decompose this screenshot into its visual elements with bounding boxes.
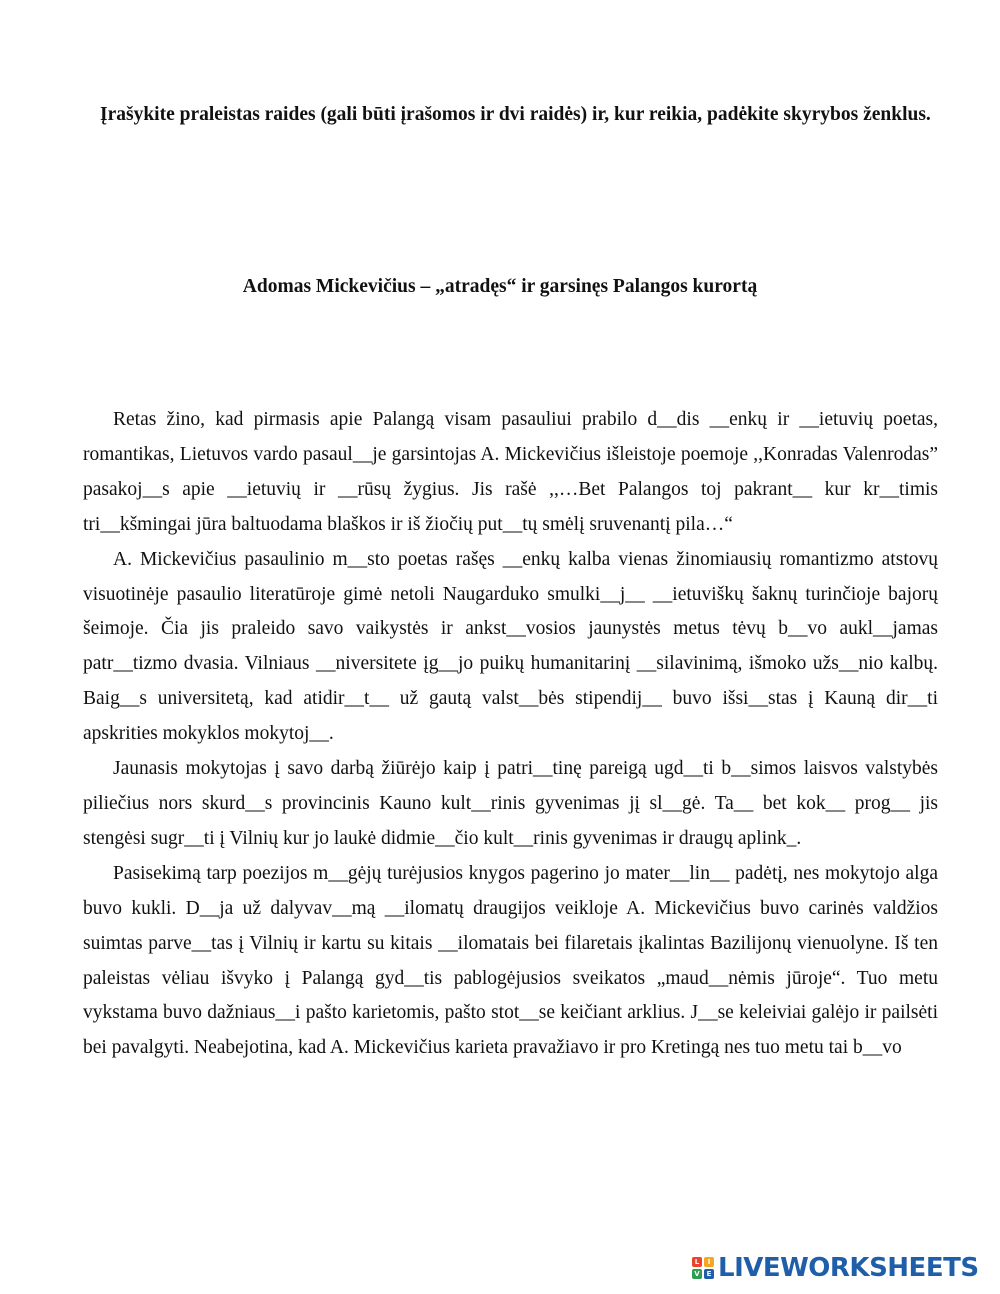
instruction-text: Įrašykite praleistas raides (gali būti įrašomos ir dvi raidės) ir, kur reikia, padėkite skyrybos ženklus. (100, 104, 931, 125)
paragraph-4: Pasisekimą tarp poezijos m__gėjų turėjusios knygos pagerino jo mater__lin__ padėtį, nes mokytojo alga buvo kukli. D__ja už dalyvav__mą __ilomatų draugijos veikloje A. Mickevičius buvo carinės valdžios suimtas parve__tas į Vilnių ir kartu su kitais __ilomatais bei filaretais įkalintas Bazilijonų vienuolyne. Iš ten paleistas vėliau išvyko į Palangą gyd__tis pablogėjusios sveikatos „maud__nėmis jūroje“. Tuo metu vykstama buvo dažniaus__i pašto karietomis, pašto stot__se keičiant arklius. J__se keleiviai galėjo ir pailsėti bei pavalgyti. Neabejotina, kad A. Mickevičius karieta pravažiavo ir pro Kretingą nes tuo metu tai b__vo (83, 862, 938, 1059)
logo-mark-square: V (692, 1269, 702, 1279)
liveworksheets-logo (692, 1252, 979, 1284)
logo-text: LIVEWORKSHEETS (718, 1253, 979, 1283)
logo-mark-icon (692, 1257, 714, 1279)
paragraph-3: Jaunasis mokytojas į savo darbą žiūrėjo kaip į patri__tinę pareigą ugd__ti b__simos laisvos valstybės piliečius nors skurd__s provincinis Kauno kult__rinis gyvenimas jį sl__gė. Ta__ bet kok__ prog__ jis stengėsi sugr__ti į Vilnių kur jo laukė didmie__čio kult__rinis gyvenimas ir draugų aplink_. (83, 758, 938, 849)
logo-mark-square: I (704, 1257, 714, 1267)
paragraph-1: Retas žino, kad pirmasis apie Palangą visam pasauliui prabilo d__dis __enkų ir __ietuvių poetas, romantikas, Lietuvos vardo pasaul__je garsintojas A. Mickevičius išleistoje poemoje ,,Konradas Valenrodas” pasakoj__s apie __ietuvių ir __rūsų žygius. Jis rašė ,,…Bet Palangos toj pakrant__ kur kr__timis tri__kšmingai jūra baltuodama blaškos ir iš žiočių put__tų smėlį sruvenantį pila…“ (83, 409, 938, 535)
page-title: Adomas Mickevičius – „atradęs“ ir garsinęs Palangos kurortą (242, 276, 758, 297)
logo-mark-square: E (704, 1269, 714, 1279)
paragraph-2: A. Mickevičius pasaulinio m__sto poetas rašęs __enkų kalba vienas žinomiausių romantizmo atstovų visuotinėje pasaulio literatūroje gimė netoli Naugarduko smulki__j__ __ietuviškų šaknų turinčioje bajorų šeimoje. Čia jis praleido savo vaikystės ir ankst__vosios jaunystės metus tėvų b__vo aukl__jamas patr__tizmo dvasia. Vilniaus __niversitete įg__jo puikų humanitarinį __silavinimą, išmoko užs__nio kalbų. Baig__s universitetą, kad atidir__t__ už gautą valst__bės stipendij__ buvo išsi__stas į Kauną dir__ti apskrities mokyklos mokytoj__. (83, 548, 938, 745)
article-body (83, 403, 938, 1066)
logo-mark-square: L (692, 1257, 702, 1267)
